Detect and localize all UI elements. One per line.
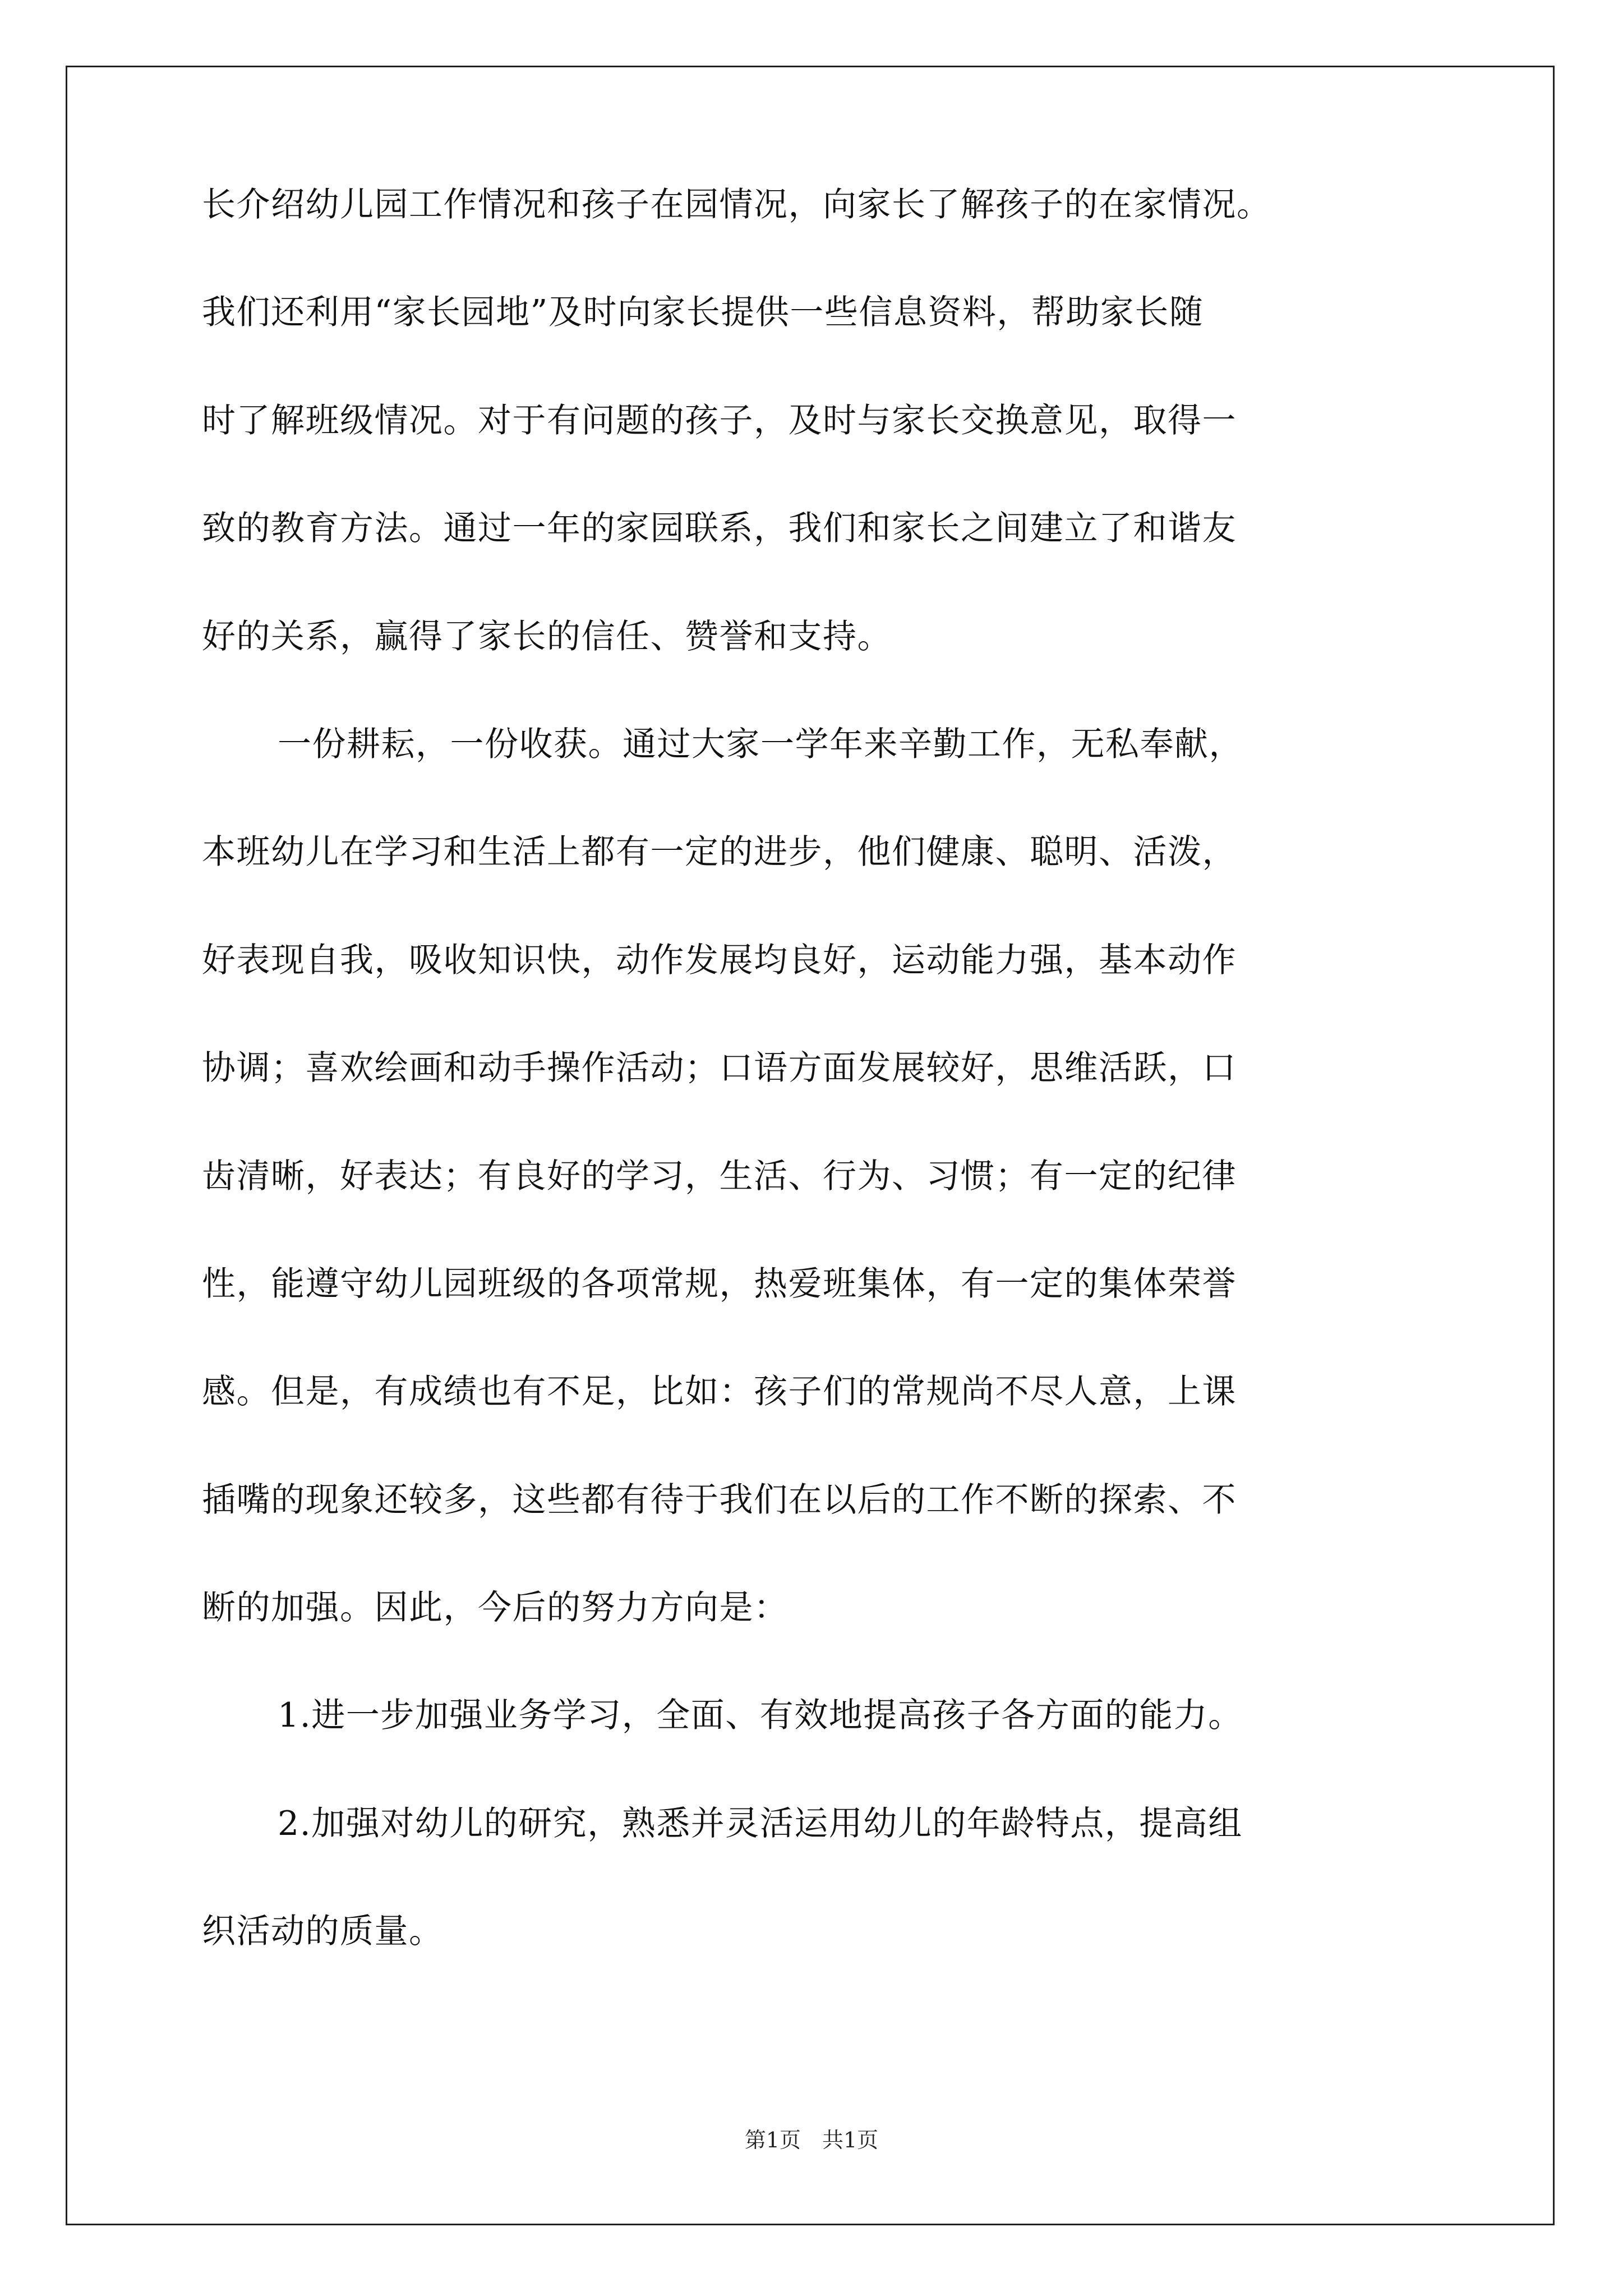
text-line: 长介绍幼儿园工作情况和孩子在园情况，向家长了解孩子的在家情况。 (202, 185, 1271, 224)
text-line: 致的教育方法。通过一年的家园联系，我们和家长之间建立了和谐友 (202, 509, 1237, 549)
text-line: 好的关系，赢得了家长的信任、赞誉和支持。 (202, 616, 892, 656)
page-footer: 第1页 共1页 (744, 2128, 879, 2152)
text-line: 齿清晰，好表达；有良好的学习，生活、行为、习惯；有一定的纪律 (202, 1156, 1237, 1196)
text-line: 本班幼儿在学习和生活上都有一定的进步，他们健康、聪明、活泼， (202, 832, 1237, 872)
list-item-2: 2.加强对幼儿的研究，熟悉并灵活运用幼儿的年龄特点，提高组 (278, 1803, 1243, 1843)
text-line: 好表现自我，吸收知识快，动作发展均良好，运动能力强，基本动作 (202, 940, 1237, 980)
text-line: 我们还利用“家长园地”及时向家长提供一些信息资料，帮助家长随 (202, 293, 1204, 333)
document-body (202, 185, 1436, 2023)
text-line: 性，能遵守幼儿园班级的各项常规，热爱班集体，有一定的集体荣誉 (202, 1264, 1237, 1304)
paragraph-start-line: 一份耕耘，一份收获。通过大家一学年来辛勤工作，无私奉献， (278, 724, 1243, 764)
text-line: 感。但是，有成绩也有不足，比如：孩子们的常规尚不尽人意，上课 (202, 1372, 1237, 1412)
text-line: 断的加强。因此，今后的努力方向是： (202, 1588, 789, 1628)
text-line: 时了解班级情况。对于有问题的孩子，及时与家长交换意见，取得一 (202, 401, 1237, 440)
text-line: 织活动的质量。 (202, 1912, 444, 1952)
text-line: 插嘴的现象还较多，这些都有待于我们在以后的工作不断的探索、不 (202, 1480, 1237, 1520)
list-item-1: 1.进一步加强业务学习，全面、有效地提高孩子各方面的能力。 (278, 1696, 1243, 1736)
text-line: 协调；喜欢绘画和动手操作活动；口语方面发展较好，思维活跃，口 (202, 1048, 1237, 1088)
